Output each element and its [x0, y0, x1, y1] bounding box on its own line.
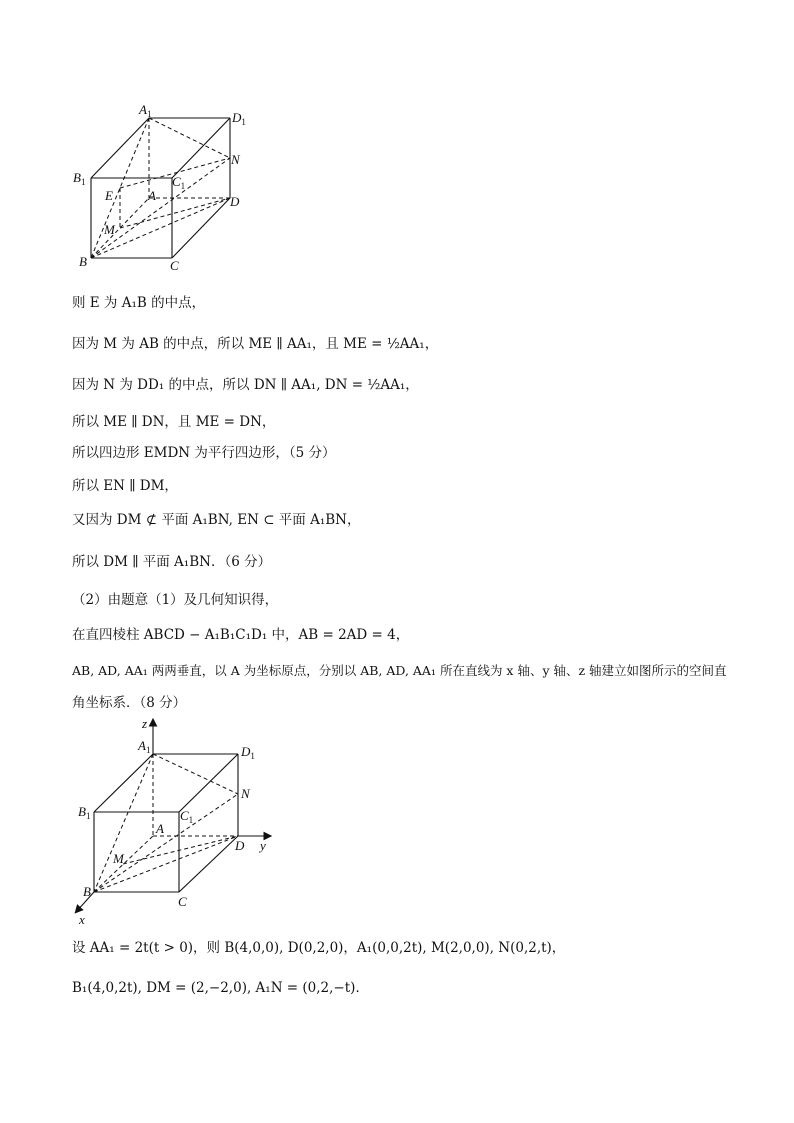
- svg-text:D1: [231, 110, 246, 127]
- label-B: B: [83, 884, 91, 899]
- label-M: M: [104, 222, 115, 237]
- sub-1: 1: [85, 811, 91, 821]
- text-line-11: AB, AD, AA₁ 两两垂直，以 A 为坐标原点，分别以 AB, AD, AA₁ 所在直线为 x 轴、y 轴、z 轴建立如图所示的空间直: [72, 663, 727, 678]
- text-line-4: 所以 ME ∥ DN，且 ME = DN，: [72, 414, 276, 430]
- svg-text:B1: [73, 170, 85, 187]
- text-line-2: 因为 M 为 AB 的中点，所以 ME ∥ AA₁，且 ME = ½AA₁，: [72, 336, 439, 352]
- text-line-13: 设 AA₁ = 2t(t > 0)，则 B(4,0,0), D(0,2,0)，A₁(0,0,2t), M(2,0,0), N(0,2,t)，: [72, 940, 566, 956]
- sub-1: 1: [145, 745, 151, 755]
- text-line-14: B₁(4,0,2t), DM = (2,−2,0), A₁N = (0,2,−t)．: [72, 980, 369, 996]
- label-E: E: [105, 188, 113, 203]
- text-line-3: 因为 N 为 DD₁ 的中点，所以 DN ∥ AA₁, DN = ½AA₁，: [72, 377, 419, 393]
- text-line-6: 所以 EN ∥ DM，: [72, 478, 178, 494]
- text-line-7: 又因为 DM ⊄ 平面 A₁BN, EN ⊂ 平面 A₁BN，: [72, 512, 361, 528]
- label-y: y: [260, 838, 266, 853]
- sub-1: 1: [250, 751, 255, 761]
- label-D1: D: [232, 110, 242, 125]
- svg-text:B1: [78, 804, 90, 821]
- figure-2-coordinate-prism: [66, 712, 286, 927]
- svg-text:A1: [138, 102, 151, 119]
- label-B: B: [79, 254, 87, 269]
- sub-1: 1: [180, 181, 186, 191]
- text-line-8: 所以 DM ∥ 平面 A₁BN．（6 分）: [72, 554, 272, 570]
- text-line-5: 所以四边形 EMDN 为平行四边形，（5 分）: [72, 445, 336, 461]
- label-B1: B: [73, 170, 81, 185]
- sub-1: 1: [188, 815, 194, 825]
- label-D: D: [230, 194, 240, 209]
- label-z: z: [142, 716, 148, 731]
- label-M: M: [113, 851, 124, 866]
- sub-1: 1: [80, 177, 86, 187]
- label-C1: C: [172, 174, 181, 189]
- label-x: x: [79, 912, 85, 927]
- label-B1: B: [78, 804, 86, 819]
- label-A: A: [156, 821, 164, 836]
- label-D1: D: [241, 744, 251, 759]
- label-A1: A: [138, 738, 146, 753]
- text-line-10: 在直四棱柱 ABCD − A₁B₁C₁D₁ 中，AB = 2AD = 4，: [72, 627, 410, 643]
- svg-text:C1: [180, 808, 193, 825]
- sub-1: 1: [241, 117, 246, 127]
- text-line-1: 则 E 为 A₁B 的中点，: [72, 295, 206, 311]
- label-A: A: [148, 188, 156, 203]
- label-N: N: [231, 152, 240, 167]
- figure-1-prism: [66, 100, 266, 280]
- svg-text:A1: [137, 738, 150, 755]
- label-D: D: [235, 838, 245, 853]
- label-C: C: [178, 894, 187, 909]
- svg-text:D1: [240, 744, 255, 761]
- text-line-9: （2）由题意（1）及几何知识得，: [72, 592, 279, 608]
- label-N: N: [241, 786, 250, 801]
- svg-text:C1: [172, 174, 185, 191]
- label-C1: C: [180, 808, 189, 823]
- label-C: C: [170, 258, 179, 273]
- sub-1: 1: [146, 109, 152, 119]
- text-line-12: 角坐标系．（8 分）: [72, 695, 187, 711]
- label-A1: A: [139, 102, 147, 117]
